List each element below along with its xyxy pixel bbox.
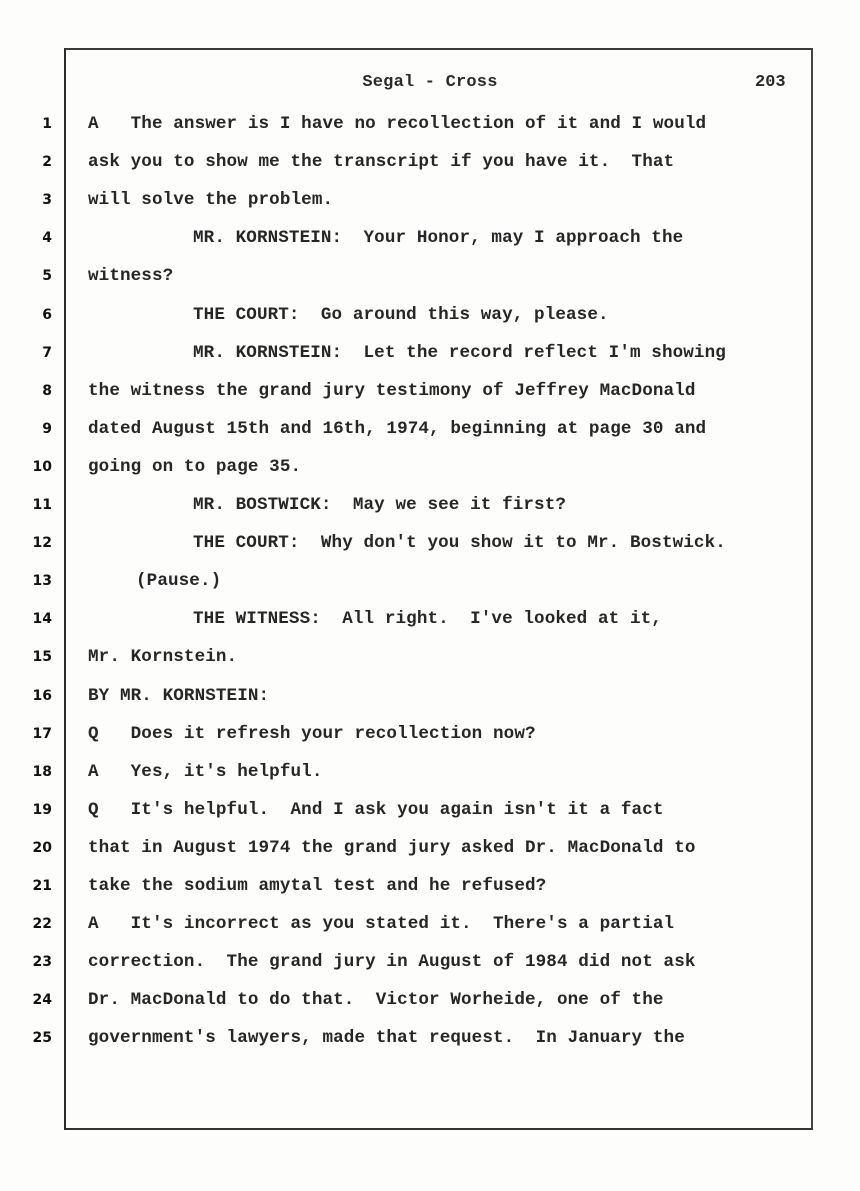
line-number: 25 bbox=[32, 1030, 52, 1047]
line-number: 17 bbox=[32, 725, 52, 742]
transcript-line: dated August 15th and 16th, 1974, beginning at page 30 and bbox=[88, 418, 707, 439]
line-number: 18 bbox=[32, 763, 52, 780]
transcript-line: Mr. Kornstein. bbox=[88, 647, 238, 668]
line-number: 12 bbox=[32, 535, 52, 552]
transcript-line: MR. BOSTWICK: May we see it first? bbox=[193, 495, 567, 515]
line-number: 24 bbox=[32, 992, 52, 1009]
transcript-line: MR. KORNSTEIN: Let the record reflect I'm showing bbox=[193, 342, 726, 363]
line-number: 19 bbox=[32, 801, 52, 818]
transcript-line: THE COURT: Why don't you show it to Mr. Bostwick. bbox=[193, 533, 726, 554]
transcript-line: MR. KORNSTEIN: Your Honor, may I approach the bbox=[193, 228, 684, 249]
transcript-line: A Yes, it's helpful. bbox=[88, 761, 323, 782]
line-number: 8 bbox=[42, 382, 52, 399]
line-number: 4 bbox=[42, 230, 52, 247]
transcript-line: will solve the problem. bbox=[88, 190, 334, 211]
line-number: 16 bbox=[32, 687, 52, 704]
page-header-title: Segal - Cross bbox=[362, 73, 498, 92]
line-number: 1 bbox=[42, 116, 52, 132]
transcript-line: (Pause.) bbox=[136, 571, 222, 592]
line-number: 11 bbox=[32, 497, 52, 513]
line-number: 13 bbox=[32, 573, 52, 590]
line-number: 21 bbox=[32, 878, 52, 894]
transcript-line: A It's incorrect as you stated it. There's a partial bbox=[88, 914, 675, 935]
line-number: 14 bbox=[32, 611, 52, 628]
line-number: 3 bbox=[42, 192, 52, 209]
line-number: 23 bbox=[32, 954, 52, 971]
transcript-line: take the sodium amytal test and he refused? bbox=[88, 876, 547, 896]
line-number: 5 bbox=[42, 268, 52, 285]
transcript-line: that in August 1974 the grand jury asked Dr. MacDonald to bbox=[88, 837, 696, 858]
line-number: 2 bbox=[42, 154, 52, 171]
transcript-line: THE COURT: Go around this way, please. bbox=[193, 304, 609, 325]
line-number: 7 bbox=[42, 344, 52, 361]
line-number: 22 bbox=[32, 916, 52, 933]
page-number: 203 bbox=[755, 73, 786, 92]
line-number: 15 bbox=[32, 649, 52, 666]
transcript-line: going on to page 35. bbox=[88, 456, 302, 477]
transcript-line: A The answer is I have no recollection of it and I would bbox=[88, 114, 707, 134]
transcript-line: correction. The grand jury in August of 1984 did not ask bbox=[88, 952, 696, 973]
transcript-line: Dr. MacDonald to do that. Victor Worheide, one of the bbox=[88, 990, 664, 1011]
line-number: 20 bbox=[32, 839, 52, 856]
transcript-line: BY MR. KORNSTEIN: bbox=[88, 685, 270, 706]
transcript-line: the witness the grand jury testimony of Jeffrey MacDonald bbox=[88, 380, 696, 401]
transcript-line: Q Does it refresh your recollection now? bbox=[88, 723, 536, 744]
transcript-line: THE WITNESS: All right. I've looked at it, bbox=[193, 609, 662, 630]
line-number: 10 bbox=[32, 458, 52, 475]
line-number: 9 bbox=[42, 420, 52, 437]
transcript-line: witness? bbox=[88, 266, 174, 287]
transcript-line: Q It's helpful. And I ask you again isn't it a fact bbox=[88, 799, 664, 820]
transcript-line: ask you to show me the transcript if you have it. That bbox=[88, 152, 675, 173]
transcript-line: government's lawyers, made that request. In January the bbox=[88, 1028, 685, 1049]
line-number: 6 bbox=[42, 306, 52, 323]
